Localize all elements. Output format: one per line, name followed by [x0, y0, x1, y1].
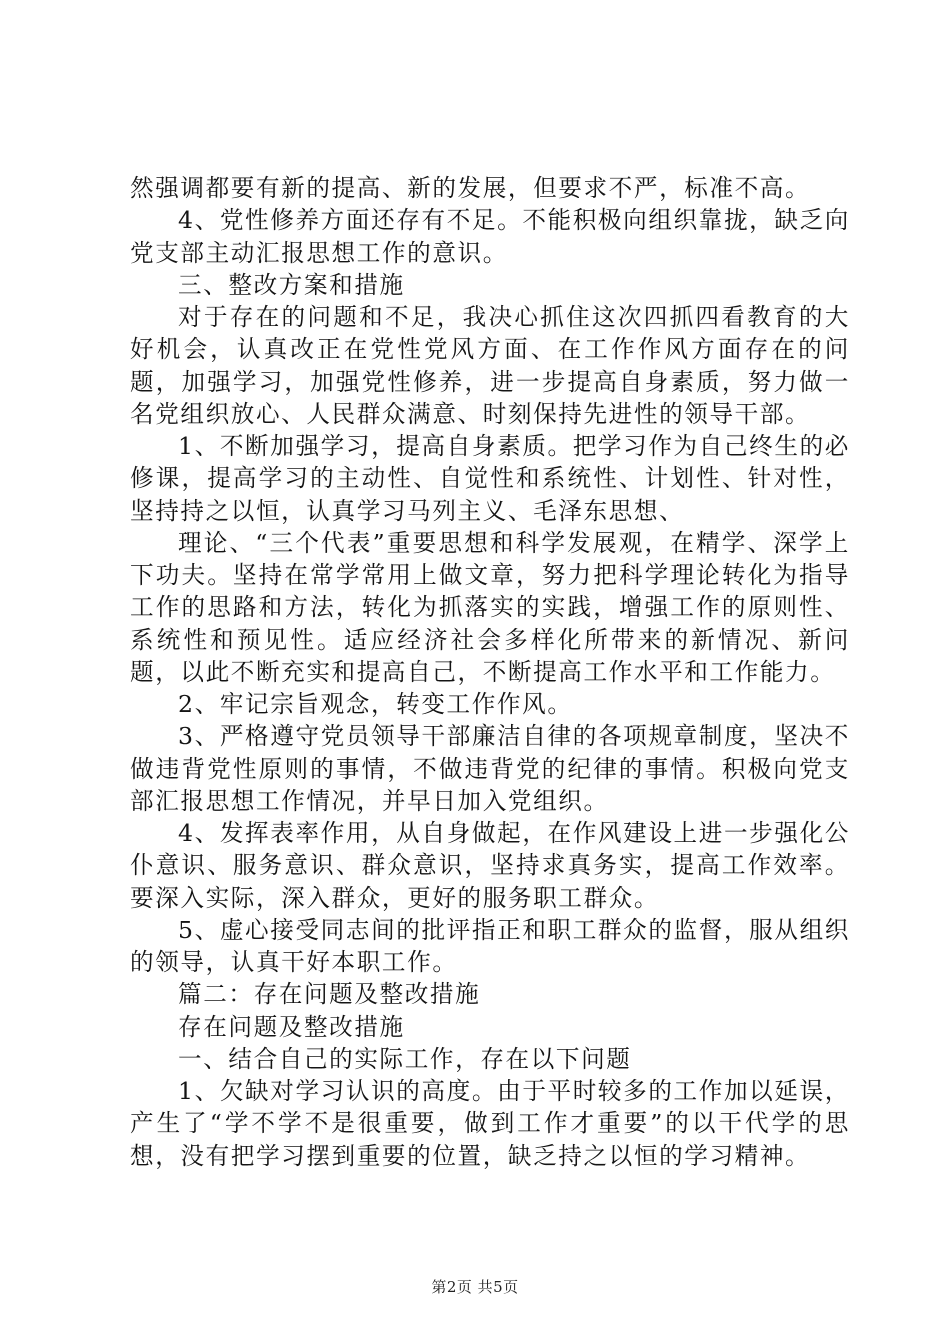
paragraph-10: 5、虚心接受同志间的批评指正和职工群众的监督，服从组织的领导，认真干好本职工作。 [130, 915, 850, 976]
paragraph-2: 4、党性修养方面还存有不足。不能积极向组织靠拢，缺乏向党支部主动汇报思想工作的意识。 [130, 206, 850, 267]
chapter-title-12: 存在问题及整改措施 [178, 1012, 405, 1041]
paragraph-14: 1、欠缺对学习认识的高度。由于平时较多的工作加以延误，产生了“学不学不是很重要，做到工作才重要”的以干代学的思想，没有把学习摆到重要的位置，缺乏持之以恒的学习精神。 [130, 1077, 850, 1170]
paragraph-9: 4、发挥表率作用，从自身做起，在作风建设上进一步强化公仆意识、服务意识、群众意识，坚持求真务实，提高工作效率。要深入实际，深入群众，更好的服务职工群众。 [130, 819, 850, 912]
page-number-footer: 第2页 共5页 [431, 1278, 519, 1296]
section-heading-3: 三、整改方案和措施 [178, 270, 405, 299]
paragraph-1: 然强调都要有新的提高、新的发展，但要求不严，标准不高。 [130, 174, 811, 202]
paragraph-8: 3、严格遵守党员领导干部廉洁自律的各项规章制度，坚决不做违背党性原则的事情，不做违背党的纪律的事情。积极向党支部汇报思想工作情况，并早日加入党组织。 [130, 722, 850, 815]
paragraph-7: 2、牢记宗旨观念，转变工作作风。 [178, 690, 573, 718]
paragraph-4: 对于存在的问题和不足，我决心抓住这次四抓四看教育的大好机会，认真改正在党性党风方面、在工作作风方面存在的问题，加强学习，加强党性修养，进一步提高自身素质，努力做一名党组织放心、人民群众满意、时刻保持先进性的领导干部。 [130, 303, 850, 428]
section-heading-13: 一、结合自己的实际工作，存在以下问题 [178, 1044, 632, 1073]
paragraph-5: 1、不断加强学习，提高自身素质。把学习作为自己终生的必修课，提高学习的主动性、自觉性和系统性、计划性、针对性，坚持持之以恒，认真学习马列主义、毛泽东思想、 [130, 432, 850, 525]
chapter-heading-11: 篇二：存在问题及整改措施 [178, 980, 481, 1009]
paragraph-6: 理论、“三个代表”重要思想和科学发展观，在精学、深学上下功夫。坚持在常学常用上做文章，努力把科学理论转化为指导工作的思路和方法，转化为抓落实的实践，增强工作的原则性、系统性和预见性。适应经济社会多样化所带来的新情况、新问题，以此不断充实和提高自己，不断提高工作水平和工作能力。 [130, 528, 850, 686]
document-body [130, 172, 850, 1172]
